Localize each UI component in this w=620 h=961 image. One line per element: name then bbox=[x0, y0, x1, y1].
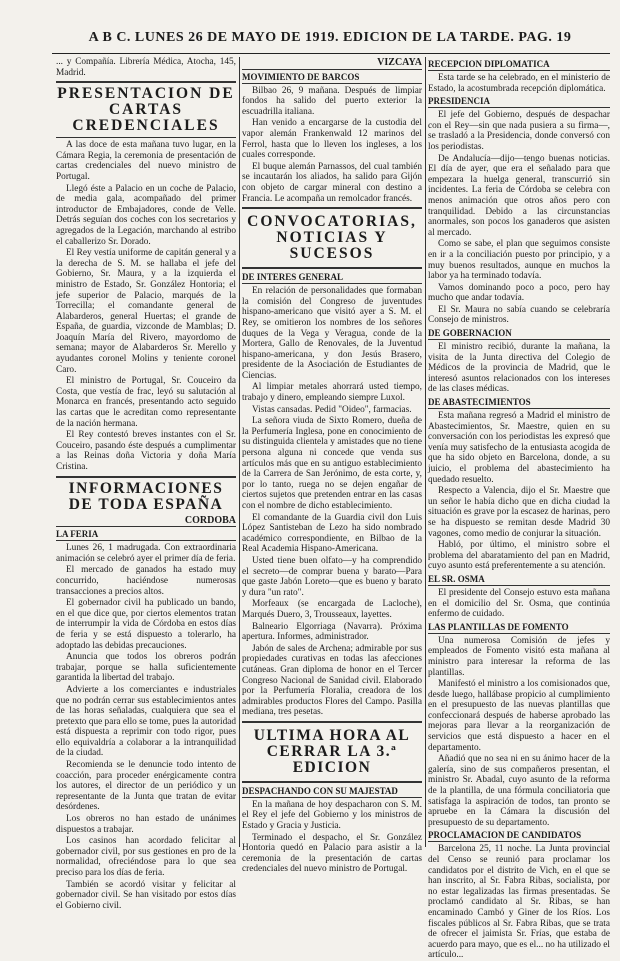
article-paragraph: Esta mañana regresó a Madrid el ministro de Abastecimientos, Sr. Maestre, quien en su conversación con los periodistas les expresó que venía muy satisfecho de la entusiasta acogida de que ha sido objeto en Barcelona, donde, a su juicio, el problema del abastecimiento ha quedado resuelto. bbox=[428, 411, 610, 485]
article-paragraph: Anuncia que todos los obreros podrán trabajar, porque se halla suficientemente garantida la libertad del trabajo. bbox=[56, 652, 236, 684]
section-rule bbox=[56, 137, 236, 138]
article-paragraph: El buque alemán Parnassos, del cual también se incautarán los aliados, ha salido para Gijón con objeto de cargar mineral con destino a Francia. Le acompaña un remolcador francés. bbox=[242, 161, 422, 204]
column-1 bbox=[56, 57, 236, 911]
article-paragraph: El gobernador civil ha publicado un bando, en el que dice que, por ciertos elementos tratan de interrumpir la vida de Córdoba en estos días de feria y se está dispuesto a tolerarlo, ha adoptado las debidas precauciones. bbox=[56, 598, 236, 651]
article-paragraph: Morfeaux (se encargada de Lacloche), Marqués Duero, 3, Trousseaux, layettes. bbox=[242, 599, 422, 620]
article-paragraph: Una numerosa Comisión de jefes y empleados de Fomento visitó esta mañana al ministro para interesar la reforma de las plantillas. bbox=[428, 635, 610, 678]
column-divider bbox=[239, 57, 240, 847]
article-paragraph: El presidente del Consejo estuvo esta mañana en el domicilio del Sr. Osma, que continúa enfermo de cuidado. bbox=[428, 587, 610, 620]
section-rule bbox=[56, 476, 236, 478]
section-heading: RECEPCION DIPLOMATICA bbox=[428, 59, 610, 71]
article-paragraph: En la mañana de hoy despacharon con S. M. el Rey el jefe del Gobierno y los ministros de Estado y Gracia y Justicia. bbox=[242, 799, 422, 832]
article-paragraph: El mercado de ganados ha estado muy concurrido, haciéndose numerosas transacciones a precios altos. bbox=[56, 565, 236, 597]
article-paragraph: Lunes 26, 1 madrugada. Con extraordinaria animación se celebró ayer el primer día de feria. bbox=[56, 543, 236, 564]
column-2 bbox=[242, 57, 422, 875]
article-paragraph: Jabón de sales de Archena; admirable por sus propiedades curativas en todas las afecciones cutáneas. Gran diploma de honor en el Tercer Congreso Nacional de Sanidad civil. Elaborado por la Perfumería Floralia, creadora de los admirables productos Flores del Campo. Pasilla mediana, tres pesetas. bbox=[242, 643, 422, 718]
informaciones-title: INFORMACIONES DE TODA ESPAÑA bbox=[68, 479, 224, 513]
article-paragraph: Como se sabe, el plan que seguimos consiste en ir a la conciliación puesto por principio, y a muy buenos resultados, aunque en muchos la labor ya ha terminado todavía. bbox=[428, 239, 610, 282]
ultima-hora-box bbox=[242, 721, 422, 783]
section-heading: DESPACHANDO CON SU MAJESTAD bbox=[242, 786, 422, 798]
place-heading: VIZCAYA bbox=[242, 58, 422, 70]
section-heading: DE INTERES GENERAL bbox=[242, 272, 422, 284]
article-paragraph: El jefe del Gobierno, después de despachar con el Rey—sin que nada pusiera a su firma—, se trasladó a la Presidencia, donde conversó con los periodistas. bbox=[428, 110, 610, 152]
header-rule bbox=[52, 53, 610, 54]
article-paragraph: Manifestó el ministro a los comisionados que, desde luego, hallábase propicio al cumplimiento en el presupuesto de las nuevas plantillas que confeccionará después de haberse aprobado las mejoras para llevar a la reorganización de servicios que está dispuesto a hacer en el departamento. bbox=[428, 679, 610, 753]
article-paragraph: Vistas cansadas. Pedid "Oideo", farmacias. bbox=[252, 404, 412, 415]
article-paragraph: Habló, por último, el ministro sobre el problema del abaratamiento del pan en Madrid, cuyo asunto está preferentemente a su atención. bbox=[428, 540, 610, 572]
article-paragraph: Los obreros no han estado de unánimes dispuestos a trabajar. bbox=[56, 814, 236, 835]
column-3 bbox=[428, 57, 610, 961]
article-paragraph: El Rey contestó breves instantes con el Sr. Couceiro, pasando éste después a cumplimentar a las Reinas doña Victoria y doña María Cristina. bbox=[56, 430, 236, 472]
article-paragraph: Usted tiene buen olfato—y ha comprendido el secreto—de comprar buena y barato—Para que gaste Jabón Loreto—que es bueno y barato y dura "un rato". bbox=[242, 555, 422, 598]
article-paragraph: Respecto a Valencia, dijo el Sr. Maestre que un señor le había dicho que en dicha ciudad la situación es grave por la escasez de harinas, pero se ha dispuesto se remitan desde Madrid 30 vagones, como medio de conjurar la situación. bbox=[428, 486, 610, 539]
article-paragraph: También se acordó visitar y felicitar al gobernador civil. Se han visitado por estos días el Gobierno civil. bbox=[56, 879, 236, 911]
intro-text: ... y Compañía. Librería Médica, Atocha, 145, Madrid. bbox=[56, 57, 236, 78]
section-heading: MOVIMIENTO DE BARCOS bbox=[242, 72, 422, 84]
convocatorias-box bbox=[242, 207, 422, 269]
article-paragraph: Balneario Elgorriaga (Navarra). Próxima apertura. Informes, administrador. bbox=[242, 621, 422, 643]
ultima-hora-title: ULTIMA HORA AL CERRAR LA 3.ª EDICION bbox=[253, 726, 411, 776]
section-heading: PRESIDENCIA bbox=[428, 96, 610, 108]
article-paragraph: Al limpiar metales ahorrará usted tiempo, trabajo y dinero, empleando siempre Luxol. bbox=[242, 382, 422, 404]
article-paragraph: Barcelona 25, 11 noche. La Junta provincial del Censo se reunió para proclamar los candidatos por el distrito de Vich, en el que se han inscrito, al Sr. Fabra Ribas, socialista, por no estar legalizadas las firmas presentadas. Se proclamó candidato al Sr. Ribas, se han encaminado Cambó y Giner de los Ríos. Los fiscales públicos al Sr. Fabra Ribas, que se trata de ofrecer el jaimista Sr. Frías, que estaba de acuerdo para mayo, que es el... no ha utilizado el artículo... bbox=[428, 844, 610, 961]
article-paragraph: Terminado el despacho, el Sr. González Hontoria quedó en Palacio para asistir a la ceremonia de la presentación de cartas credenciales del nuevo ministro de Portugal. bbox=[242, 832, 422, 875]
convocatorias-title: CONVOCATORIAS, NOTICIAS Y SUCESOS bbox=[247, 213, 417, 263]
article-paragraph: El ministro recibió, durante la mañana, la visita de la Junta directiva del Colegio de Médicos de la provincia de Madrid, que le interesó asuntos relacionados con los intereses de las clases médicas. bbox=[428, 342, 610, 395]
article-paragraph: El ministro de Portugal, Sr. Couceiro da Costa, que vestía de frac, leyó su salutación al Monarca en francés, presentando acto seguido las cartas que le acreditan como representante de la nación hermana. bbox=[56, 376, 236, 429]
article-paragraph: El Sr. Maura no sabía cuando se celebraría Consejo de ministros. bbox=[428, 304, 610, 326]
article-paragraph: El Rey vestía uniforme de capitán general y a la derecha de S. M. se hallaba el jefe del Gobierno, Sr. Maura, y a la izquierda el ministro de Estado, Sr. González Hontoria; el jefe superior de Palacio, marqués de la Torrecilla; el comandante general de Alabarderos, general Huertas; el grande de España, de guardia, vizconde de Mamblas; D. Joaquín María del Rivero, mayordomo de semana; mayor de Alabarderos Sr. Merello y ayudantes coronel Molins y teniente coronel Caro. bbox=[56, 248, 236, 375]
page-header: A B C. LUNES 26 DE MAYO DE 1919. EDICION DE LA TARDE. PAG. 19 bbox=[88, 30, 572, 45]
section-rule bbox=[56, 81, 236, 83]
article-paragraph: De Andalucía—dijo—tengo buenas noticias. El día de ayer, que era el señalado para que empezara la huelga general, transcurrió sin incidentes. La feria de Córdoba se celebra con menos animación que otros años pero con tranquilidad. Debido a las circunstancias anormales, son pocos los ganaderos que asisten al mercado. bbox=[428, 153, 610, 238]
section-heading: LAS PLANTILLAS DE FOMENTO bbox=[428, 622, 610, 634]
article-paragraph: Advierte a los comerciantes e industriales que no podrán cerrar sus establecimientos antes de las horas señaladas, cualquiera que sea el pretexto que para ello se tome, pues la autoridad está dispuesta a reprimir con todo rigor, pues ello equivaldría a colaborar a la intranquilidad de la ciudad. bbox=[56, 684, 236, 759]
article-paragraph: A las doce de esta mañana tuvo lugar, en la Cámara Regia, la ceremonia de presentación de cartas credenciales del nuevo ministro de Portugal. bbox=[56, 140, 236, 182]
section-heading: LA FERIA bbox=[56, 529, 236, 541]
article-paragraph: Esta tarde se ha celebrado, en el ministerio de Estado, la acostumbrada recepción diplomática. bbox=[428, 73, 610, 94]
article-paragraph: En relación de personalidades que formaban la comisión del Congreso de juventudes hispano-americano que visitó ayer a S. M. el Rey, se omitieron los nombres de los señores duques de la Vega y Veragua, conde de la Mortera, Gallo de Renovales, de la Juventud hispano-americana, y don Jesús Brasero, presidente de la Asociación de Estudiantes de Ciencias. bbox=[242, 286, 422, 381]
column-divider bbox=[425, 57, 426, 847]
section-heading: DE GOBERNACION bbox=[428, 328, 610, 340]
article-paragraph: Recomienda se le denuncie todo intento de coacción, para proceder enérgicamente contra los autores, el director de un periódico y un representante de la Junta que tratan de evitar desórdenes. bbox=[56, 760, 236, 813]
article-paragraph: Bilbao 26, 9 mañana. Después de limpiar fondos ha salido del puerto exterior la escuadrilla italiana. bbox=[242, 85, 422, 117]
section-heading: DE ABASTECIMIENTOS bbox=[428, 397, 610, 409]
article-paragraph: Han venido a encargarse de la custodia del vapor alemán Frankenwald 12 marinos del Ferrol, hasta que lo lleven los ingleses, a los cuales corresponde. bbox=[242, 118, 422, 161]
section-heading: EL SR. OSMA bbox=[428, 574, 610, 586]
article-paragraph: Llegó éste a Palacio en un coche de Palacio, de media gala, acompañado del primer introductor de Embajadores, conde de Velle. Detrás seguían dos coches con los secretarios y agregados de la Legación, marchando al estribo el caballerizo Sr. Dorado. bbox=[56, 183, 236, 247]
section-heading: PROCLAMACION DE CANDIDATOS bbox=[428, 830, 610, 842]
credentials-title: PRESENTACION DE CARTAS CREDENCIALES bbox=[57, 85, 235, 135]
article-paragraph: Los casinos han acordado felicitar al gobernador civil, por sus gestiones en pro de la normalidad, ofreciéndose para lo que sea preciso para los días de feria. bbox=[56, 836, 236, 878]
place-heading: CORDOBA bbox=[56, 516, 236, 528]
article-paragraph: Añadió que no sea ni en su ánimo hacer de la galería, sino de sus compañeros presentan, el ministro Sr. Abadal, cuyo asunto de la reforma de la plantilla, de una fórmula conciliatoria que satisfaga la aspiración de todos, tan pronto se apruebe en la Cámara la discusión del presupuesto de su departamento. bbox=[428, 754, 610, 828]
article-paragraph: El comandante de la Guardia civil don Luis López Santisteban de Lezo ha sido nombrado académico correspondiente, en Bilbao de la Real Academia Hispano-Americana. bbox=[242, 512, 422, 555]
article-paragraph: Vamos dominando poco a poco, pero hay mucho que andar todavía. bbox=[428, 282, 610, 304]
article-paragraph: La señora viuda de Sixto Romero, dueña de la Perfumería Inglesa, pone en conocimiento de su distinguida clientela y amistades que no tiene persona alguna ni concede que venda sus artículos más que en su antiguo establecimiento de la Carrera de San Jerónimo, de esta corte, y, por lo tanto, ruega no se dejen engañar de ciertos sujetos que pretenden entrar en las casas con el nombre de dicho establecimiento. bbox=[242, 416, 422, 511]
